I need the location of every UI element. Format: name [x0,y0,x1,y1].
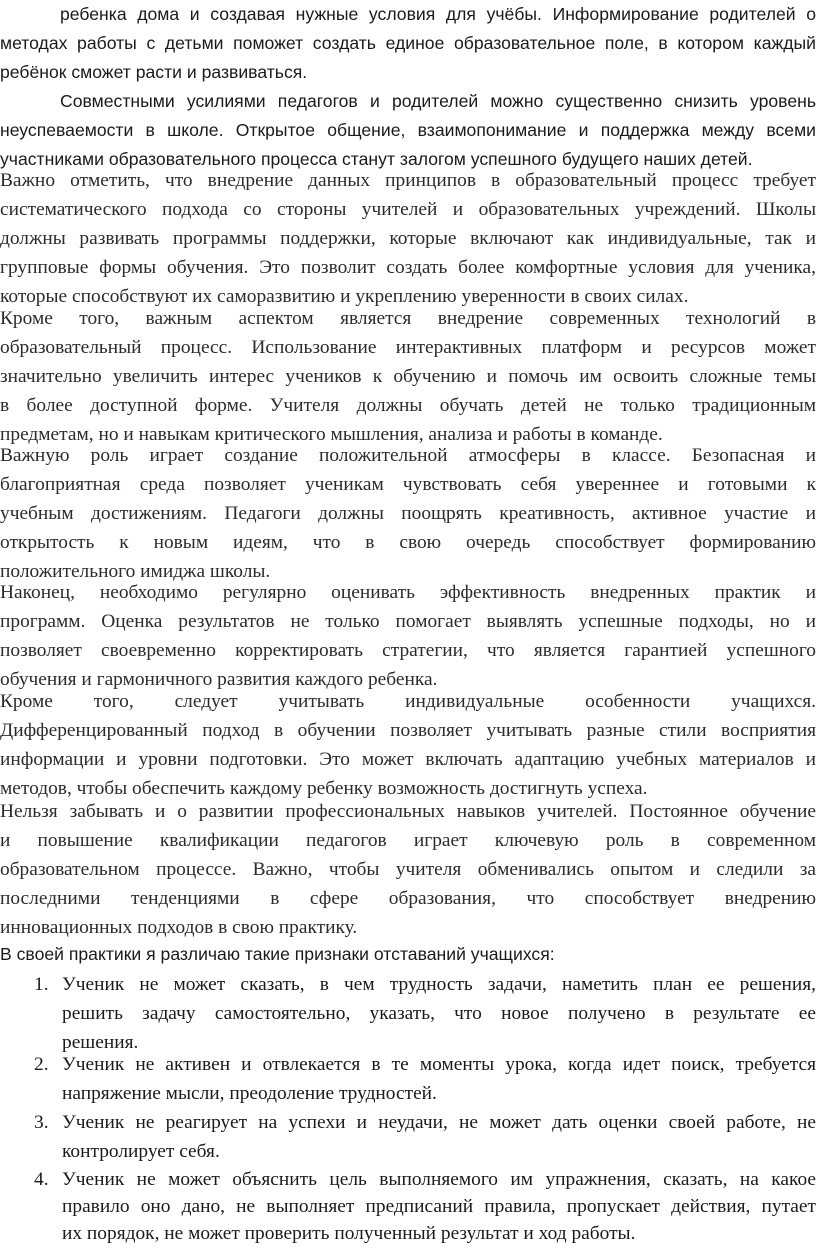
text-line: последними тенденциями в сфере образования, что способствует внедрению [0,888,816,909]
list-heading: В своей практики я различаю такие признаки отставаний учащихся: [0,944,555,964]
list-number: 4. [34,1169,49,1190]
text-line: Наконец, необходимо регулярно оценивать эффективность внедренных практик и [0,582,816,603]
text-line: позволяет своевременно корректировать стратегии, что является гарантией успешного [0,640,816,661]
text-line: групповые формы обучения. Это позволит создать более комфортные условия для ученика, [0,257,816,278]
text-line: ребенка дома и создавая нужные условия для учёбы. Информирование родителей о [60,4,816,24]
text-line: программ. Оценка результатов не только помогает выявлять успешные подходы, но и [0,611,816,632]
text-line: Совместными усилиями педагогов и родителей можно существенно снизить уровень [60,91,816,111]
list-number: 3. [34,1112,49,1133]
list-number: 2. [34,1054,49,1075]
text-line: которые способствуют их саморазвитию и укреплению уверенности в своих силах. [0,286,689,307]
text-line: неуспеваемости в школе. Открытое общение, взаимопонимание и поддержка между всеми [0,120,816,140]
text-line: открытость к новым идеям, что в свою очередь способствует формированию [0,532,816,553]
text-line: решения. [62,1032,139,1053]
text-line: Кроме того, важным аспектом является внедрение современных технологий в [0,308,816,329]
text-line: Кроме того, следует учитывать индивидуальные особенности учащихся. [0,691,816,712]
text-line: информации и уровни подготовки. Это может включать адаптацию учебных материалов и [0,749,816,770]
text-line: образовательном процессе. Важно, чтобы учителя обменивались опытом и следили за [0,859,816,880]
text-line: должны развивать программы поддержки, которые включают как индивидуальные, так и [0,228,816,249]
text-line: значительно увеличить интерес учеников к обучению и помочь им освоить сложные темы [0,366,816,387]
text-line: положительного имиджа школы. [0,561,271,582]
text-line: Важную роль играет создание положительной атмосферы в классе. Безопасная и [0,445,816,466]
text-line: в более доступной форме. Учителя должны обучать детей не только традиционным [0,395,816,416]
text-line: учебным достижениям. Педагоги должны поощрять креативность, активное участие и [0,503,816,524]
text-line: правило оно дано, не выполняет предписаний правила, пропускает действия, путает [62,1196,816,1217]
list-number: 1. [34,974,49,995]
text-line: Ученик не активен и отвлекается в те моменты урока, когда идет поиск, требуется [62,1054,816,1075]
text-line: Ученик не реагирует на успехи и неудачи, не может дать оценки своей работе, не [62,1112,816,1133]
text-line: методах работы с детьми поможет создать единое образовательное поле, в котором каждый [0,33,816,53]
text-line: благоприятная среда позволяет ученикам чувствовать себя увереннее и готовыми к [0,474,816,495]
text-line: обучения и гармоничного развития каждого ребенка. [0,669,438,690]
text-line: контролирует себя. [62,1141,220,1162]
text-line: напряжение мысли, преодоление трудностей. [62,1083,437,1104]
text-line: инновационных подходов в свою практику. [0,917,358,938]
text-line: и повышение квалификации педагогов играет ключевую роль в современном [0,830,816,851]
text-line: участниками образовательного процесса станут залогом успешного будущего наших детей. [0,149,753,169]
text-line: Ученик не может сказать, в чем трудность задачи, наметить план ее решения, [62,974,816,995]
text-line: решить задачу самостоятельно, указать, что новое получено в результате ее [62,1003,816,1024]
text-line: Нельзя забывать и о развитии профессиональных навыков учителей. Постоянное обучение [0,801,816,822]
text-line: Ученик не может объяснить цель выполняемого им упражнения, сказать, на какое [62,1169,816,1190]
text-line: предметам, но и навыкам критического мышления, анализа и работы в команде. [0,424,663,445]
text-line: Дифференцированный подход в обучении позволяет учитывать разные стили восприятия [0,720,816,741]
text-line: образовательный процесс. Использование интерактивных платформ и ресурсов может [0,337,816,358]
text-line: Важно отметить, что внедрение данных принципов в образовательный процесс требует [0,170,816,191]
text-line: методов, чтобы обеспечить каждому ребенку возможность достигнуть успеха. [0,778,648,799]
text-line: систематического подхода со стороны учителей и образовательных учреждений. Школы [0,199,816,220]
text-line: их порядок, не может проверить полученный результат и ход работы. [62,1223,636,1244]
text-line: ребёнок сможет расти и развиваться. [0,62,308,82]
